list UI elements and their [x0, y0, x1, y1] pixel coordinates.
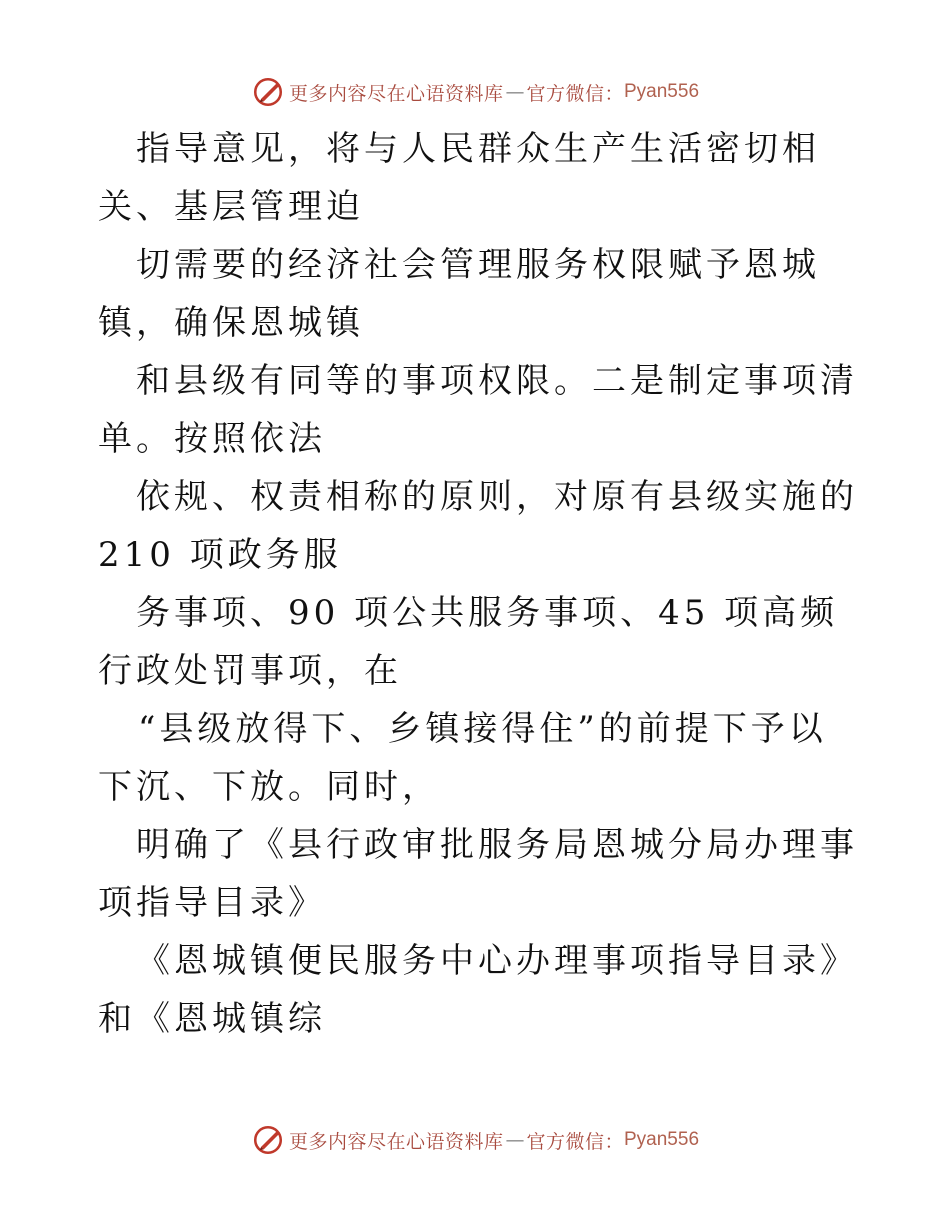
paragraph-4: 依规、权责相称的原则，对原有县级实施的 210 项政务服: [98, 477, 858, 575]
footer-watermark: [0, 1120, 950, 1160]
watermark-text: 更多内容尽在心语资料库: [288, 82, 504, 105]
paragraph-5: 务事项、90 项公共服务事项、45 项高频行政处罚事项，在: [98, 593, 839, 691]
watermark-text: 更多内容尽在心语资料库: [288, 1130, 504, 1153]
header-watermark: [0, 72, 950, 112]
watermark-account: Pyan556: [624, 1129, 700, 1150]
pen-logo-icon: [251, 1123, 285, 1157]
paragraph-3: 和县级有同等的事项权限。二是制定事项清单。按照依法: [98, 361, 858, 459]
pen-logo-icon: [251, 75, 285, 109]
watermark-label: 官方微信：: [526, 82, 624, 105]
paragraph-2: 切需要的经济社会管理服务权限赋予恩城镇，确保恩城镇: [98, 245, 820, 343]
paragraph-6: “县级放得下、乡镇接得住”的前提下予以下沉、下放。同时，: [98, 709, 827, 807]
watermark-separator: —: [505, 81, 525, 103]
watermark-label: 官方微信：: [526, 1130, 624, 1153]
paragraph-7: 明确了《县行政审批服务局恩城分局办理事项指导目录》: [98, 825, 858, 923]
paragraph-8: 《恩城镇便民服务中心办理事项指导目录》和《恩城镇综: [98, 941, 858, 1039]
paragraph-1: 指导意见，将与人民群众生产生活密切相关、基层管理迫: [98, 129, 820, 227]
document-body: [98, 120, 858, 1048]
watermark-account: Pyan556: [624, 81, 700, 102]
watermark-separator: —: [505, 1129, 525, 1151]
